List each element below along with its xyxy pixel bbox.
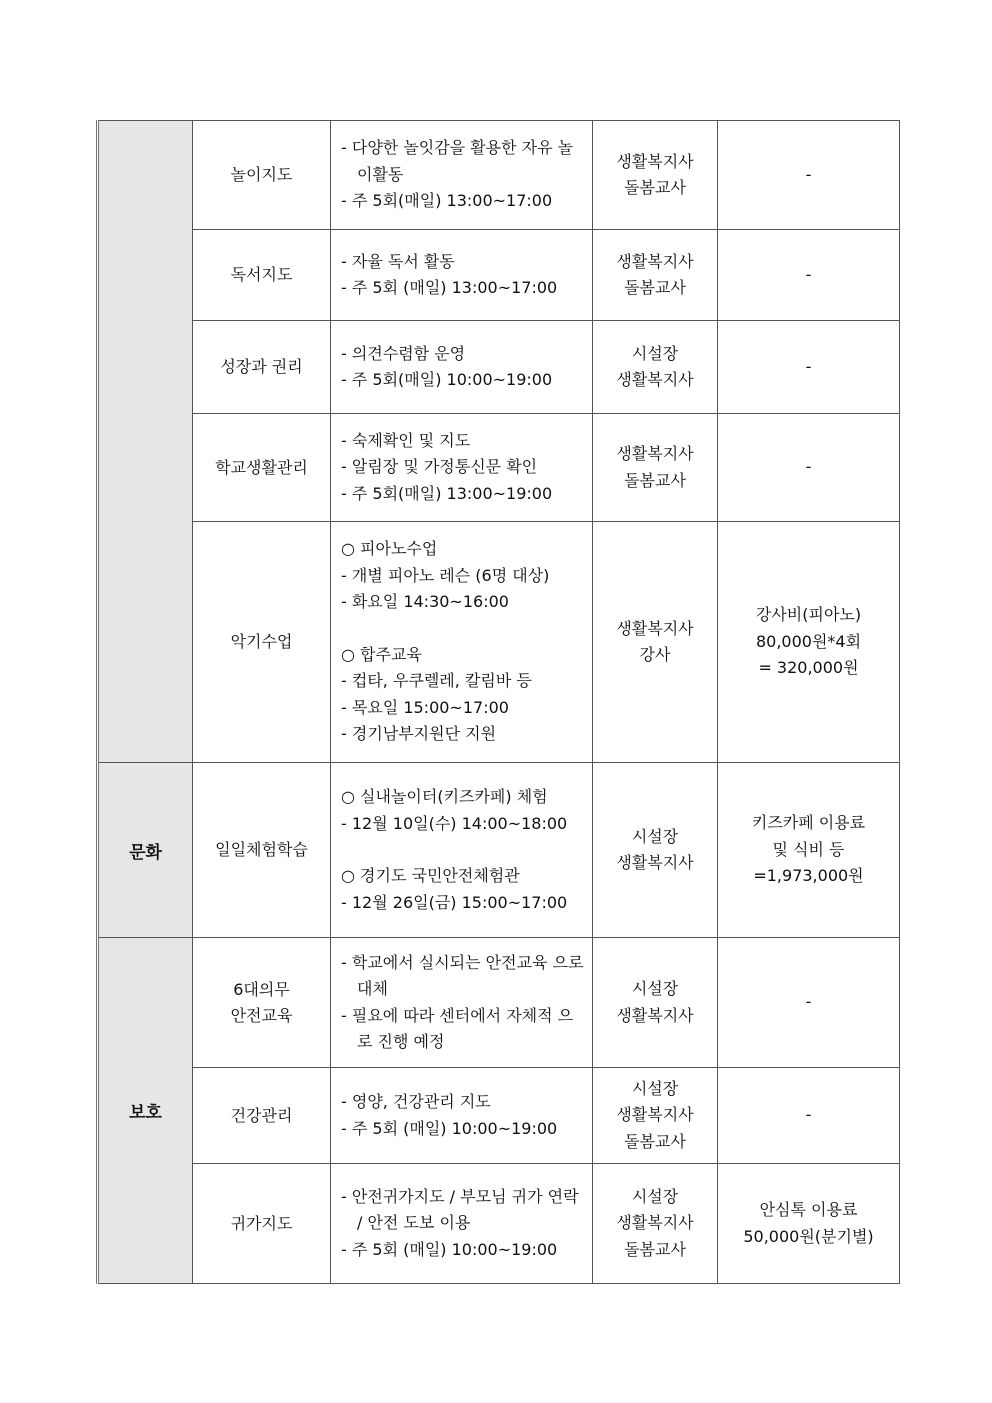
table-row	[98, 763, 900, 938]
description-line: ○ 경기도 국민안전체험관	[341, 866, 520, 885]
program-name-cell	[193, 414, 331, 522]
description-line: - 12월 26일(금) 15:00~17:00	[341, 892, 568, 912]
description-line: - 개별 피아노 레슨 (6명 대상)	[341, 565, 550, 585]
program-name-cell	[193, 522, 331, 763]
description-cell	[331, 321, 593, 414]
staff-line: 시설장	[631, 979, 679, 998]
category-label: 문화	[129, 842, 162, 863]
program-name: 독서지도	[230, 265, 293, 284]
description-line: - 주 5회(매일) 10:00~19:00	[341, 370, 553, 389]
description-line: - 다양한 놀잇감을 활용한 자유 놀이활동	[341, 138, 574, 184]
program-name: 일일체험학습	[215, 840, 308, 859]
cost-cell	[718, 1068, 900, 1164]
program-name-cell	[193, 938, 331, 1068]
staff-cell	[593, 321, 718, 414]
cost-cell	[718, 938, 900, 1068]
description-line: - 목요일 15:00~17:00	[341, 697, 509, 717]
program-name: 성장과 권리	[220, 357, 303, 376]
description-cell	[331, 522, 593, 763]
staff-line: 생활복지사	[616, 1213, 694, 1233]
table-row	[98, 414, 900, 522]
staff-line: 생활복지사	[616, 618, 694, 638]
staff-cell	[593, 763, 718, 938]
description-cell	[331, 1164, 593, 1284]
staff-line: 시설장	[631, 826, 679, 846]
staff-cell	[593, 230, 718, 321]
description-line: - 화요일 14:30~16:00	[341, 592, 509, 612]
staff-cell	[593, 121, 718, 230]
cost-line: 강사비(피아노)	[755, 605, 862, 625]
cost-cell	[718, 522, 900, 763]
description-line: - 주 5회(매일) 13:00~19:00	[341, 483, 553, 503]
table-row	[98, 1164, 900, 1284]
cost-cell	[718, 1164, 900, 1284]
description-cell	[331, 938, 593, 1068]
description-line: - 안전귀가지도 / 부모님 귀가 연락 / 안전 도보 이용	[341, 1186, 579, 1233]
cost-line: -	[805, 164, 812, 184]
staff-line: 시설장	[631, 1078, 679, 1098]
program-name: 학교생활관리	[215, 457, 308, 477]
program-name: 놀이지도	[230, 165, 293, 184]
staff-line: 생활복지사	[616, 151, 694, 171]
description-cell	[331, 1068, 593, 1164]
program-name-cell	[193, 321, 331, 414]
cost-cell	[718, 321, 900, 414]
table-row	[98, 938, 900, 1068]
category-cell	[98, 938, 193, 1284]
description-line: - 자율 독서 활동	[341, 251, 455, 271]
table-row	[98, 522, 900, 763]
description-spacer	[341, 837, 584, 863]
description-line: - 주 5회(매일) 13:00~17:00	[341, 191, 553, 211]
program-name: 건강관리	[230, 1105, 293, 1125]
table-row	[98, 230, 900, 321]
staff-line: 시설장	[631, 1186, 679, 1206]
cost-line: 80,000원*4회	[755, 631, 862, 651]
description-line: - 학교에서 실시되는 안전교육 으로 대체	[341, 952, 584, 998]
staff-line: 생활복지사	[616, 1005, 694, 1025]
program-name-cell	[193, 230, 331, 321]
program-table-body	[98, 121, 900, 1284]
description-cell	[331, 121, 593, 230]
description-line: - 영양, 건강관리 지도	[341, 1092, 491, 1111]
cost-line: -	[805, 992, 812, 1012]
cost-cell	[718, 230, 900, 321]
staff-line: 강사	[639, 645, 671, 664]
description-line: - 의견수렴함 운영	[341, 343, 466, 363]
table-row	[98, 321, 900, 414]
description-line: - 컵타, 우쿠렐레, 칼림바 등	[341, 671, 532, 691]
cost-line: -	[805, 457, 812, 477]
description-line: ○ 피아노수업	[341, 539, 438, 559]
description-line: - 주 5회 (매일) 10:00~19:00	[341, 1239, 558, 1259]
cost-line: -	[805, 1105, 812, 1125]
description-line: - 알림장 및 가정통신문 확인	[341, 457, 538, 477]
staff-line: 생활복지사	[616, 444, 694, 463]
description-line: - 경기남부지원단 지원	[341, 724, 497, 744]
table-row	[98, 1068, 900, 1164]
cost-cell	[718, 414, 900, 522]
program-name: 6대의무	[233, 979, 290, 999]
description-line: ○ 합주교육	[341, 644, 422, 664]
program-name-cell	[193, 1164, 331, 1284]
staff-cell	[593, 414, 718, 522]
program-table	[96, 120, 900, 1284]
program-name-cell	[193, 763, 331, 938]
cost-line: -	[805, 356, 812, 376]
staff-line: 돌봄교사	[624, 1131, 686, 1151]
description-spacer	[341, 616, 584, 642]
description-cell	[331, 230, 593, 321]
category-label: 보호	[129, 1103, 162, 1123]
staff-line: 생활복지사	[616, 251, 694, 271]
description-line: - 주 5회 (매일) 10:00~19:00	[341, 1118, 558, 1138]
category-cell	[98, 763, 193, 938]
category-cell-empty	[98, 121, 193, 763]
program-name: 악기수업	[230, 632, 293, 651]
cost-line: =1,973,000원	[753, 866, 864, 886]
staff-line: 돌봄교사	[624, 178, 686, 197]
cost-line: 및 식비 등	[772, 839, 845, 859]
cost-line: 키즈카페 이용료	[751, 813, 866, 833]
description-line: - 숙제확인 및 지도	[341, 430, 471, 450]
staff-line: 생활복지사	[616, 1105, 694, 1125]
staff-line: 돌봄교사	[624, 278, 686, 297]
table-row	[98, 121, 900, 230]
program-name: 안전교육	[230, 1005, 293, 1025]
description-cell	[331, 414, 593, 522]
staff-cell	[593, 1164, 718, 1284]
program-name: 귀가지도	[230, 1213, 293, 1233]
staff-line: 돌봄교사	[624, 470, 686, 490]
cost-line: 안심톡 이용료	[759, 1200, 858, 1219]
description-line: - 필요에 따라 센터에서 자체적 으로 진행 예정	[341, 1005, 574, 1051]
staff-cell	[593, 522, 718, 763]
cost-line: = 320,000원	[758, 658, 859, 678]
cost-line: -	[805, 264, 812, 284]
cost-line: 50,000원(분기별)	[743, 1226, 874, 1246]
program-name-cell	[193, 1068, 331, 1164]
staff-line: 돌봄교사	[624, 1239, 686, 1259]
description-cell	[331, 763, 593, 938]
description-line: - 주 5회 (매일) 13:00~17:00	[341, 278, 558, 297]
program-name-cell	[193, 121, 331, 230]
staff-line: 생활복지사	[616, 853, 694, 872]
staff-cell	[593, 938, 718, 1068]
staff-cell	[593, 1068, 718, 1164]
description-line: - 12월 10일(수) 14:00~18:00	[341, 813, 568, 833]
staff-line: 시설장	[631, 343, 679, 363]
cost-cell	[718, 121, 900, 230]
cost-cell	[718, 763, 900, 938]
description-line: ○ 실내놀이터(키즈카페) 체험	[341, 787, 548, 806]
staff-line: 생활복지사	[616, 370, 694, 389]
